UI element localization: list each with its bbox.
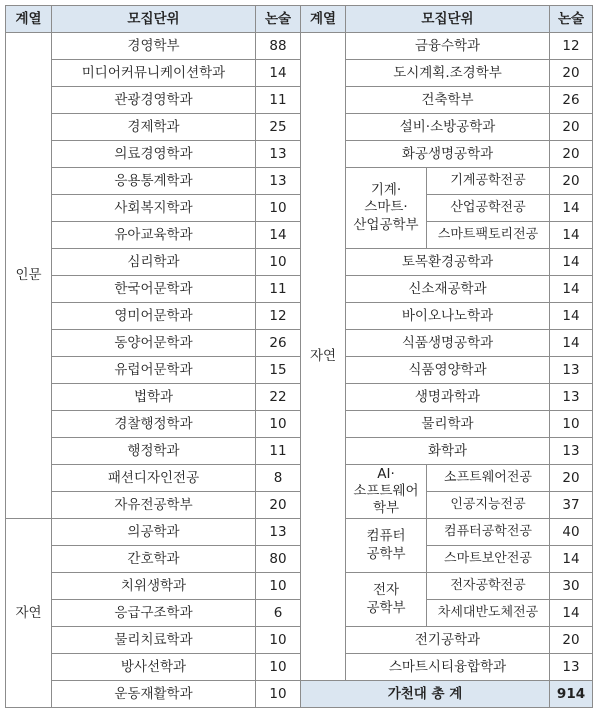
unit-name: 행정학과 [52,438,256,465]
essay-count: 15 [256,357,301,384]
essay-count: 37 [550,492,593,519]
header-unit-right: 모집단위 [346,6,550,33]
unit-name: 물리학과 [346,411,550,438]
essay-count: 88 [256,33,301,60]
essay-count: 10 [256,654,301,681]
essay-count: 14 [550,600,593,627]
table-row [6,465,593,492]
unit-name: 간호학과 [52,546,256,573]
category-natural-right: 자연 [301,33,346,681]
essay-count: 30 [550,573,593,600]
table-row [6,411,593,438]
admissions-table-container [5,5,593,708]
major-name: 산업공학전공 [427,195,550,222]
unit-name: 화학과 [346,438,550,465]
major-name: 차세대반도체전공 [427,600,550,627]
essay-count: 12 [256,303,301,330]
table-body [6,6,593,708]
unit-name: 법학과 [52,384,256,411]
table-row [6,60,593,87]
unit-name: 물리치료학과 [52,627,256,654]
table-row [6,168,593,195]
unit-name: 설비·소방공학과 [346,114,550,141]
unit-name: 심리학과 [52,249,256,276]
header-category-left: 계열 [6,6,52,33]
essay-count: 10 [256,249,301,276]
total-count: 914 [550,681,593,708]
table-row [6,330,593,357]
header-row [6,6,593,33]
table-row [6,573,593,600]
unit-name: 경제학과 [52,114,256,141]
unit-name: 한국어문학과 [52,276,256,303]
essay-count: 14 [550,330,593,357]
header-count-right: 논술 [550,6,593,33]
unit-name: 식품생명공학과 [346,330,550,357]
table-row [6,654,593,681]
essay-count: 14 [550,546,593,573]
unit-name: 도시계획.조경학부 [346,60,550,87]
unit-name: 방사선학과 [52,654,256,681]
unit-name: 유아교육학과 [52,222,256,249]
group-ai-name: AI· 소프트웨어 학부 [346,465,427,519]
table-row [6,681,593,708]
unit-name: 토목환경공학과 [346,249,550,276]
group-electronic-name: 전자 공학부 [346,573,427,627]
table-row [6,627,593,654]
essay-count: 13 [550,438,593,465]
essay-count: 10 [256,627,301,654]
essay-count: 25 [256,114,301,141]
unit-name: 의공학과 [52,519,256,546]
table-row [6,195,593,222]
essay-count: 80 [256,546,301,573]
table-row [6,141,593,168]
group-mechanical-name: 기계· 스마트· 산업공학부 [346,168,427,249]
essay-count: 14 [256,222,301,249]
essay-count: 20 [550,465,593,492]
table-row [6,33,593,60]
unit-name: 금융수학과 [346,33,550,60]
unit-name: 스마트시티융합학과 [346,654,550,681]
essay-count: 13 [550,654,593,681]
table-row [6,438,593,465]
essay-count: 13 [550,357,593,384]
admissions-table [5,5,593,708]
unit-name: 신소재공학과 [346,276,550,303]
essay-count: 10 [256,195,301,222]
essay-count: 40 [550,519,593,546]
category-natural-left: 자연 [6,519,52,708]
major-name: 전자공학전공 [427,573,550,600]
unit-name: 사회복지학과 [52,195,256,222]
essay-count: 12 [550,33,593,60]
essay-count: 10 [256,411,301,438]
essay-count: 8 [256,465,301,492]
essay-count: 14 [256,60,301,87]
group-computer-name: 컴퓨터 공학부 [346,519,427,573]
total-label: 가천대 총 계 [301,681,550,708]
unit-name: 응용통계학과 [52,168,256,195]
unit-name: 패션디자인전공 [52,465,256,492]
unit-name: 유럽어문학과 [52,357,256,384]
essay-count: 13 [256,519,301,546]
essay-count: 6 [256,600,301,627]
major-name: 기계공학전공 [427,168,550,195]
essay-count: 13 [256,141,301,168]
unit-name: 의료경영학과 [52,141,256,168]
unit-name: 관광경영학과 [52,87,256,114]
unit-name: 치위생학과 [52,573,256,600]
unit-name: 건축학부 [346,87,550,114]
category-humanities: 인문 [6,33,52,519]
major-name: 스마트보안전공 [427,546,550,573]
unit-name: 응급구조학과 [52,600,256,627]
essay-count: 26 [256,330,301,357]
unit-name: 화공생명공학과 [346,141,550,168]
essay-count: 20 [550,627,593,654]
table-row [6,519,593,546]
header-category-right: 계열 [301,6,346,33]
essay-count: 10 [256,681,301,708]
essay-count: 20 [550,114,593,141]
table-row [6,546,593,573]
essay-count: 11 [256,438,301,465]
major-name: 소프트웨어전공 [427,465,550,492]
essay-count: 20 [550,141,593,168]
unit-name: 영미어문학과 [52,303,256,330]
essay-count: 14 [550,249,593,276]
unit-name: 경영학부 [52,33,256,60]
essay-count: 11 [256,87,301,114]
major-name: 컴퓨터공학전공 [427,519,550,546]
essay-count: 14 [550,276,593,303]
essay-count: 14 [550,303,593,330]
essay-count: 10 [550,411,593,438]
major-name: 스마트팩토리전공 [427,222,550,249]
major-name: 인공지능전공 [427,492,550,519]
table-row [6,384,593,411]
table-row [6,357,593,384]
unit-name: 동양어문학과 [52,330,256,357]
table-row [6,276,593,303]
essay-count: 20 [550,60,593,87]
essay-count: 26 [550,87,593,114]
table-row [6,249,593,276]
header-unit-left: 모집단위 [52,6,256,33]
unit-name: 자유전공학부 [52,492,256,519]
essay-count: 22 [256,384,301,411]
essay-count: 14 [550,222,593,249]
essay-count: 13 [256,168,301,195]
table-row [6,87,593,114]
table-row [6,600,593,627]
unit-name: 바이오나노학과 [346,303,550,330]
essay-count: 13 [550,384,593,411]
unit-name: 생명과학과 [346,384,550,411]
table-row [6,492,593,519]
unit-name: 식품영양학과 [346,357,550,384]
unit-name: 전기공학과 [346,627,550,654]
essay-count: 14 [550,195,593,222]
header-count-left: 논술 [256,6,301,33]
table-row [6,303,593,330]
table-row [6,114,593,141]
essay-count: 10 [256,573,301,600]
essay-count: 20 [256,492,301,519]
essay-count: 20 [550,168,593,195]
essay-count: 11 [256,276,301,303]
unit-name: 경찰행정학과 [52,411,256,438]
table-row [6,222,593,249]
unit-name: 미디어커뮤니케이션학과 [52,60,256,87]
unit-name: 운동재활학과 [52,681,256,708]
